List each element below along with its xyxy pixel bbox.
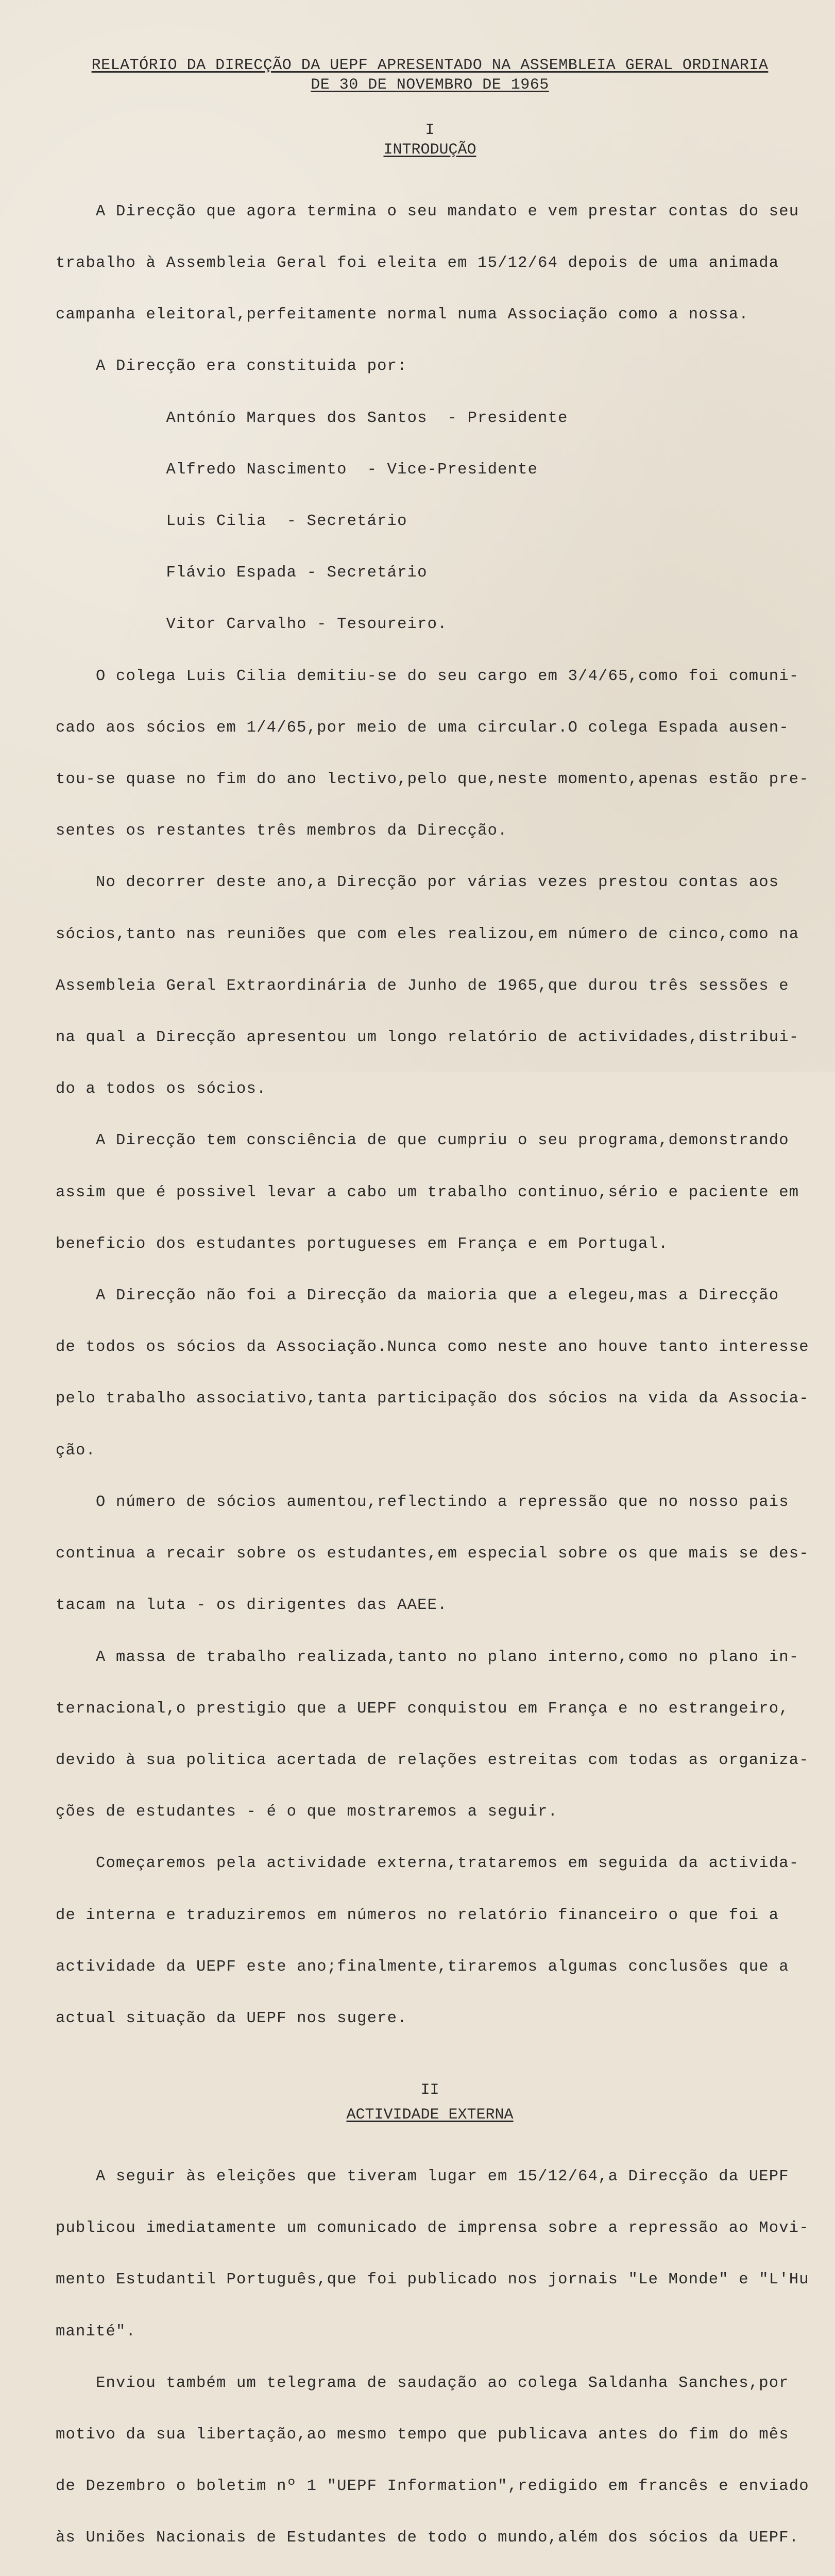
text-line: ternacional,o prestigio que a UEPF conquistou em França e no estrangeiro, <box>56 1700 789 1718</box>
text-line: às Uniões Nacionais de Estudantes de todo o mundo,além dos sócios da UEPF. <box>56 2529 799 2547</box>
text-line: A Direcção que agora termina o seu mandato e vem prestar contas do seu <box>56 202 799 221</box>
officer-line: Antónío Marques dos Santos - Presidente <box>56 409 568 427</box>
section-1-body <box>56 169 809 2062</box>
text-line: trabalho à Assembleia Geral foi eleita em 15/12/64 depois de uma animada <box>56 255 779 273</box>
title-line-1: RELATÓRIO DA DIRECÇÃO DA UEPF APRESENTADO NA ASSEMBLEIA GERAL ORDINARIA <box>91 57 769 74</box>
text-line: actividade da UEPF este ano;finalmente,tiraremos algumas conclusões que a <box>56 1958 789 1976</box>
text-line: tacam na luta - os dirigentes das AAEE. <box>56 1597 448 1615</box>
section-2-number: II <box>420 2081 439 2099</box>
text-line: na qual a Direcção apresentou um longo relatório de actividades,distribui- <box>56 1029 799 1047</box>
text-line: cado aos sócios em 1/4/65,por meio de uma circular.O colega Espada ausen- <box>56 719 789 737</box>
section-2-heading <box>56 2105 804 2125</box>
text-line: A massa de trabalho realizada,tanto no plano interno,como no plano in- <box>56 1648 799 1666</box>
text-line: manité". <box>56 2323 137 2341</box>
section-2-body <box>56 2134 809 2576</box>
section-1-heading <box>56 140 804 160</box>
document-title <box>56 56 804 95</box>
text-line: sócios,tanto nas reuniões que com eles realizou,em número de cinco,como na <box>56 925 799 943</box>
text-line: A Direcção era constituida por: <box>56 358 407 376</box>
text-line: A Direcção tem consciência de que cumpriu o seu programa,demonstrando <box>56 1132 789 1150</box>
text-line: O colega Luis Cilia demitiu-se do seu cargo em 3/4/65,como foi comuni- <box>56 667 799 685</box>
text-line: Assembleia Geral Extraordinária de Junho de 1965,que durou três sessões e <box>56 977 789 995</box>
text-line: ções de estudantes - é o que mostraremos a seguir. <box>56 1803 558 1821</box>
text-line: assim que é possivel levar a cabo um trabalho continuo,sério e paciente em <box>56 1183 799 1201</box>
text-line: sentes os restantes três membros da Direcção. <box>56 822 508 840</box>
text-line: Começaremos pela actividade externa,trataremos em seguida da activida- <box>56 1855 799 1873</box>
text-line: de todos os sócios da Associação.Nunca como neste ano houve tanto interesse <box>56 1338 809 1357</box>
officer-line: Flávio Espada - Secretário <box>56 564 428 582</box>
text-line: do a todos os sócios. <box>56 1080 267 1098</box>
section-2-heading-text: ACTIVIDADE EXTERNA <box>346 2106 514 2124</box>
text-line: A Direcção não foi a Direcção da maioria que a elegeu,mas a Direcção <box>56 1287 779 1305</box>
officer-line: Vitor Carvalho - Tesoureiro. <box>56 616 448 634</box>
officer-line: Luis Cilia - Secretário <box>56 513 407 531</box>
text-line: O número de sócios aumentou,reflectindo a repressão que no nosso pais <box>56 1493 789 1511</box>
text-line: actual situação da UEPF nos sugere. <box>56 2009 407 2027</box>
section-1-heading-text: INTRODUÇÃO <box>383 141 476 159</box>
title-line-2: DE 30 DE NOVEMBRO DE 1965 <box>311 76 549 94</box>
text-line: mento Estudantil Português,que foi publicado nos jornais "Le Monde" e "L'Hu <box>56 2271 809 2289</box>
text-line: campanha eleitoral,perfeitamente normal numa Associação como a nossa. <box>56 306 749 324</box>
text-line: A seguir às eleições que tiveram lugar em 15/12/64,a Direcção da UEPF <box>56 2167 789 2185</box>
text-line: tou-se quase no fim do ano lectivo,pelo que,neste momento,apenas estão pre- <box>56 771 809 789</box>
text-line: devido à sua politica acertada de relações estreitas com todas as organiza- <box>56 1751 809 1769</box>
text-line: publicou imediatamente um comunicado de imprensa sobre a repressão ao Movi- <box>56 2219 809 2238</box>
text-line: No decorrer deste ano,a Direcção por várias vezes prestou contas aos <box>56 874 779 892</box>
text-line: beneficio dos estudantes portugueses em França e em Portugal. <box>56 1235 669 1253</box>
text-line: de Dezembro o boletim nº 1 "UEPF Information",redigido em francês e enviado <box>56 2478 809 2496</box>
text-line: de interna e traduziremos em números no relatório financeiro o que foi a <box>56 1906 779 1924</box>
text-line: motivo da sua libertação,ao mesmo tempo que publicava antes do fim do mês <box>56 2426 789 2444</box>
section-1-number: I <box>425 122 435 139</box>
text-line: continua a recair sobre os estudantes,em especial sobre os que mais se des- <box>56 1545 809 1563</box>
officer-line: Alfredo Nascimento - Vice-Presidente <box>56 461 538 479</box>
text-line: ção. <box>56 1442 96 1460</box>
text-line: pelo trabalho associativo,tanta participação dos sócios na vida da Associa- <box>56 1390 809 1408</box>
text-line: Enviou também um telegrama de saudação ao colega Saldanha Sanches,por <box>56 2374 789 2392</box>
